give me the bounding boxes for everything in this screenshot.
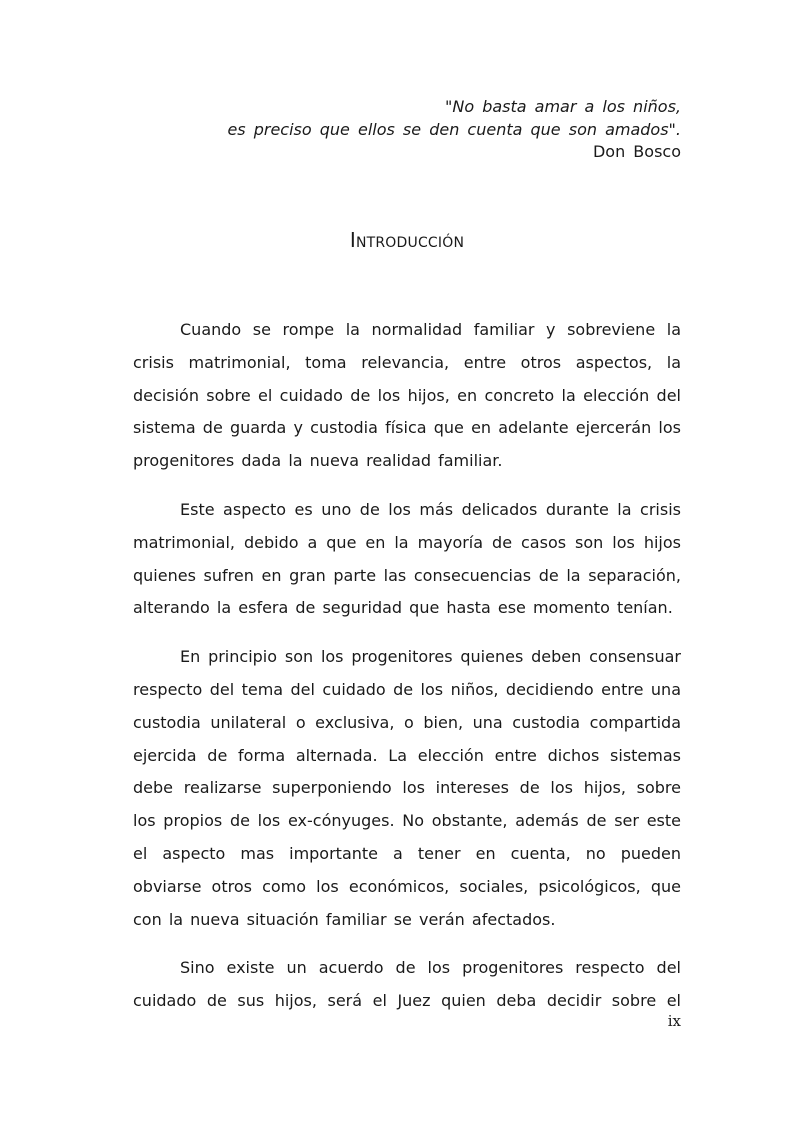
page-number: ix (667, 1012, 681, 1030)
epigraph-line-1: "No basta amar a los niños, (444, 97, 681, 116)
paragraph-4: Sino existe un acuerdo de los progenitores respecto del cuidado de sus hijos, será el Juez quien deba decidir sobre el (133, 958, 681, 1011)
section-heading: Introducción (349, 228, 465, 252)
paragraph-2: Este aspecto es uno de los más delicados durante la crisis matrimonial, debido a que en la mayoría de casos son los hijos quienes sufren en gran parte las consecuencias de la separación, alterando la esfera de seguridad que hasta ese momento tenían. (133, 499, 681, 618)
epigraph-line-2: es preciso que ellos se den cuenta que son amados". (227, 119, 681, 139)
epigraph (121, 96, 681, 164)
paragraph-3: En principio son los progenitores quienes deben consensuar respecto del tema del cuidado de los niños, decidiendo entre una custodia unilateral o exclusiva, o bien, una custodia compartida ejercida de forma alternada. La elección entre dichos sistemas debe realizarse superponiendo los intereses de los hijos, sobre los propios de los ex-cónyuges. No obstante, además de ser este el aspecto mas importante a tener en cuenta, no pueden obviarse otros como los económicos, sociales, psicológicos, que con la nueva situación familiar se verán afectados. (133, 647, 681, 929)
epigraph-author: Don Bosco (592, 142, 681, 161)
paragraph-1: Cuando se rompe la normalidad familiar y sobreviene la crisis matrimonial, toma relevancia, entre otros aspectos, la decisión sobre el cuidado de los hijos, en concreto la elección del sistema de guarda y custodia física que en adelante ejercerán los progenitores dada la nueva realidad familiar. (133, 320, 681, 471)
body-text (133, 314, 681, 1034)
